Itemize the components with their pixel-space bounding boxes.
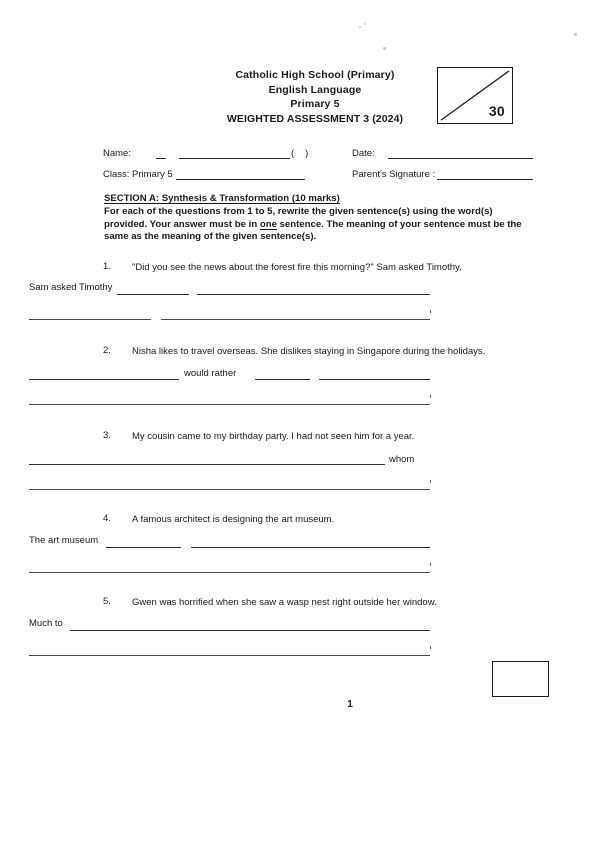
question-5-answer-line-2[interactable] [29,642,430,658]
page-number: 1 [347,699,353,710]
answer-end-period [430,563,432,566]
question-1-prompt: "Did you see the news about the forest fire this morning?" Sam asked Timothy. [132,262,462,273]
section-a-instructions [104,206,528,244]
total-marks-value: 30 [488,103,505,119]
answer-end-period [430,395,432,398]
class-label: Class: Primary 5 [103,169,173,180]
index-number-parens[interactable]: () [291,148,320,159]
total-marks-box [437,67,513,124]
answer-end-period [430,646,432,649]
answer-rule-segment[interactable] [29,464,385,465]
answer-rule-segment[interactable] [70,630,430,631]
assessment-title: WEIGHTED ASSESSMENT 3 (2024) [226,112,404,125]
school-name: Catholic High School (Primary) [235,69,395,81]
question-5-answer-line-1[interactable] [29,617,430,633]
question-4-prompt: A famous architect is designing the art museum. [132,514,335,525]
question-2-number: 2. [103,345,111,356]
answer-rule-segment[interactable] [117,294,189,295]
parent-signature-label: Parent's Signature : [352,169,436,180]
particulars-row-class [103,166,533,187]
subject-name: English Language [268,83,362,96]
parent-signature-rule[interactable] [437,169,533,180]
name-input-rule[interactable] [179,148,290,159]
answer-rule-segment[interactable] [29,319,151,320]
date-input-rule[interactable] [388,148,533,159]
student-particulars [103,145,533,187]
answer-rule-segment[interactable] [106,547,181,548]
answer-rule-segment[interactable] [161,319,430,320]
particulars-row-name [103,145,533,166]
question-1-answer-line-2[interactable] [29,306,430,322]
question-5-number: 5. [103,596,111,607]
scan-speck [359,26,361,28]
question-1-number: 1. [103,261,111,272]
answer-rule-segment[interactable] [319,379,430,380]
question-5-prompt: Gwen was horrified when she saw a wasp nest right outside her window. [132,597,437,608]
name-label: Name: [103,148,131,159]
answer-rule-segment[interactable] [29,655,430,656]
scan-speck [574,33,577,36]
answer-rule-segment[interactable] [29,489,430,490]
section-marks-box[interactable] [492,661,549,697]
class-input-rule[interactable] [176,169,305,180]
question-4-lead-in: The art museum [29,535,99,546]
scan-speck [364,23,366,25]
question-3-answer-line-2[interactable] [29,476,430,492]
answer-rule-segment[interactable] [29,379,179,380]
question-2-answer-line-1[interactable] [29,366,430,382]
name-dash-rule [156,148,166,159]
answer-rule-segment[interactable] [255,379,310,380]
instruction-text-part2: sentence. The meaning of your sentence must be the same as the meaning of the given sentence(s). [104,218,522,243]
question-4-answer-line-1[interactable] [29,534,430,550]
question-3-given-word: whom [389,454,415,465]
question-2-prompt: Nisha likes to travel overseas. She dislikes staying in Singapore during the holidays. [132,346,486,357]
question-4-answer-line-2[interactable] [29,559,430,575]
instruction-text-part1: For each of the questions from 1 to 5, rewrite the given sentence(s) using the word(s) provided. Your answer must be in [104,206,493,230]
question-2-given-word: would rather [181,368,239,379]
answer-rule-segment[interactable] [197,294,430,295]
question-2-answer-line-2[interactable] [29,391,430,407]
answer-end-period [430,310,432,313]
section-a-heading: SECTION A: Synthesis & Transformation (10 marks) [104,193,340,204]
question-5-lead-in: Much to [29,618,63,629]
answer-rule-segment[interactable] [29,572,430,573]
question-4-number: 4. [103,513,111,524]
question-3-prompt: My cousin came to my birthday party. I had not seen him for a year. [132,431,415,442]
level-name: Primary 5 [290,98,340,110]
answer-rule-segment[interactable] [29,404,430,405]
answer-rule-segment[interactable] [191,547,430,548]
scan-speck [383,47,386,50]
question-3-answer-line-1[interactable] [29,451,430,467]
question-1-answer-line-1[interactable] [29,281,430,297]
date-label: Date: [352,148,375,159]
question-3-number: 3. [103,430,111,441]
question-1-lead-in: Sam asked Timothy [29,282,113,293]
answer-end-period [430,480,432,483]
instruction-emphasis-one: one [259,218,277,230]
